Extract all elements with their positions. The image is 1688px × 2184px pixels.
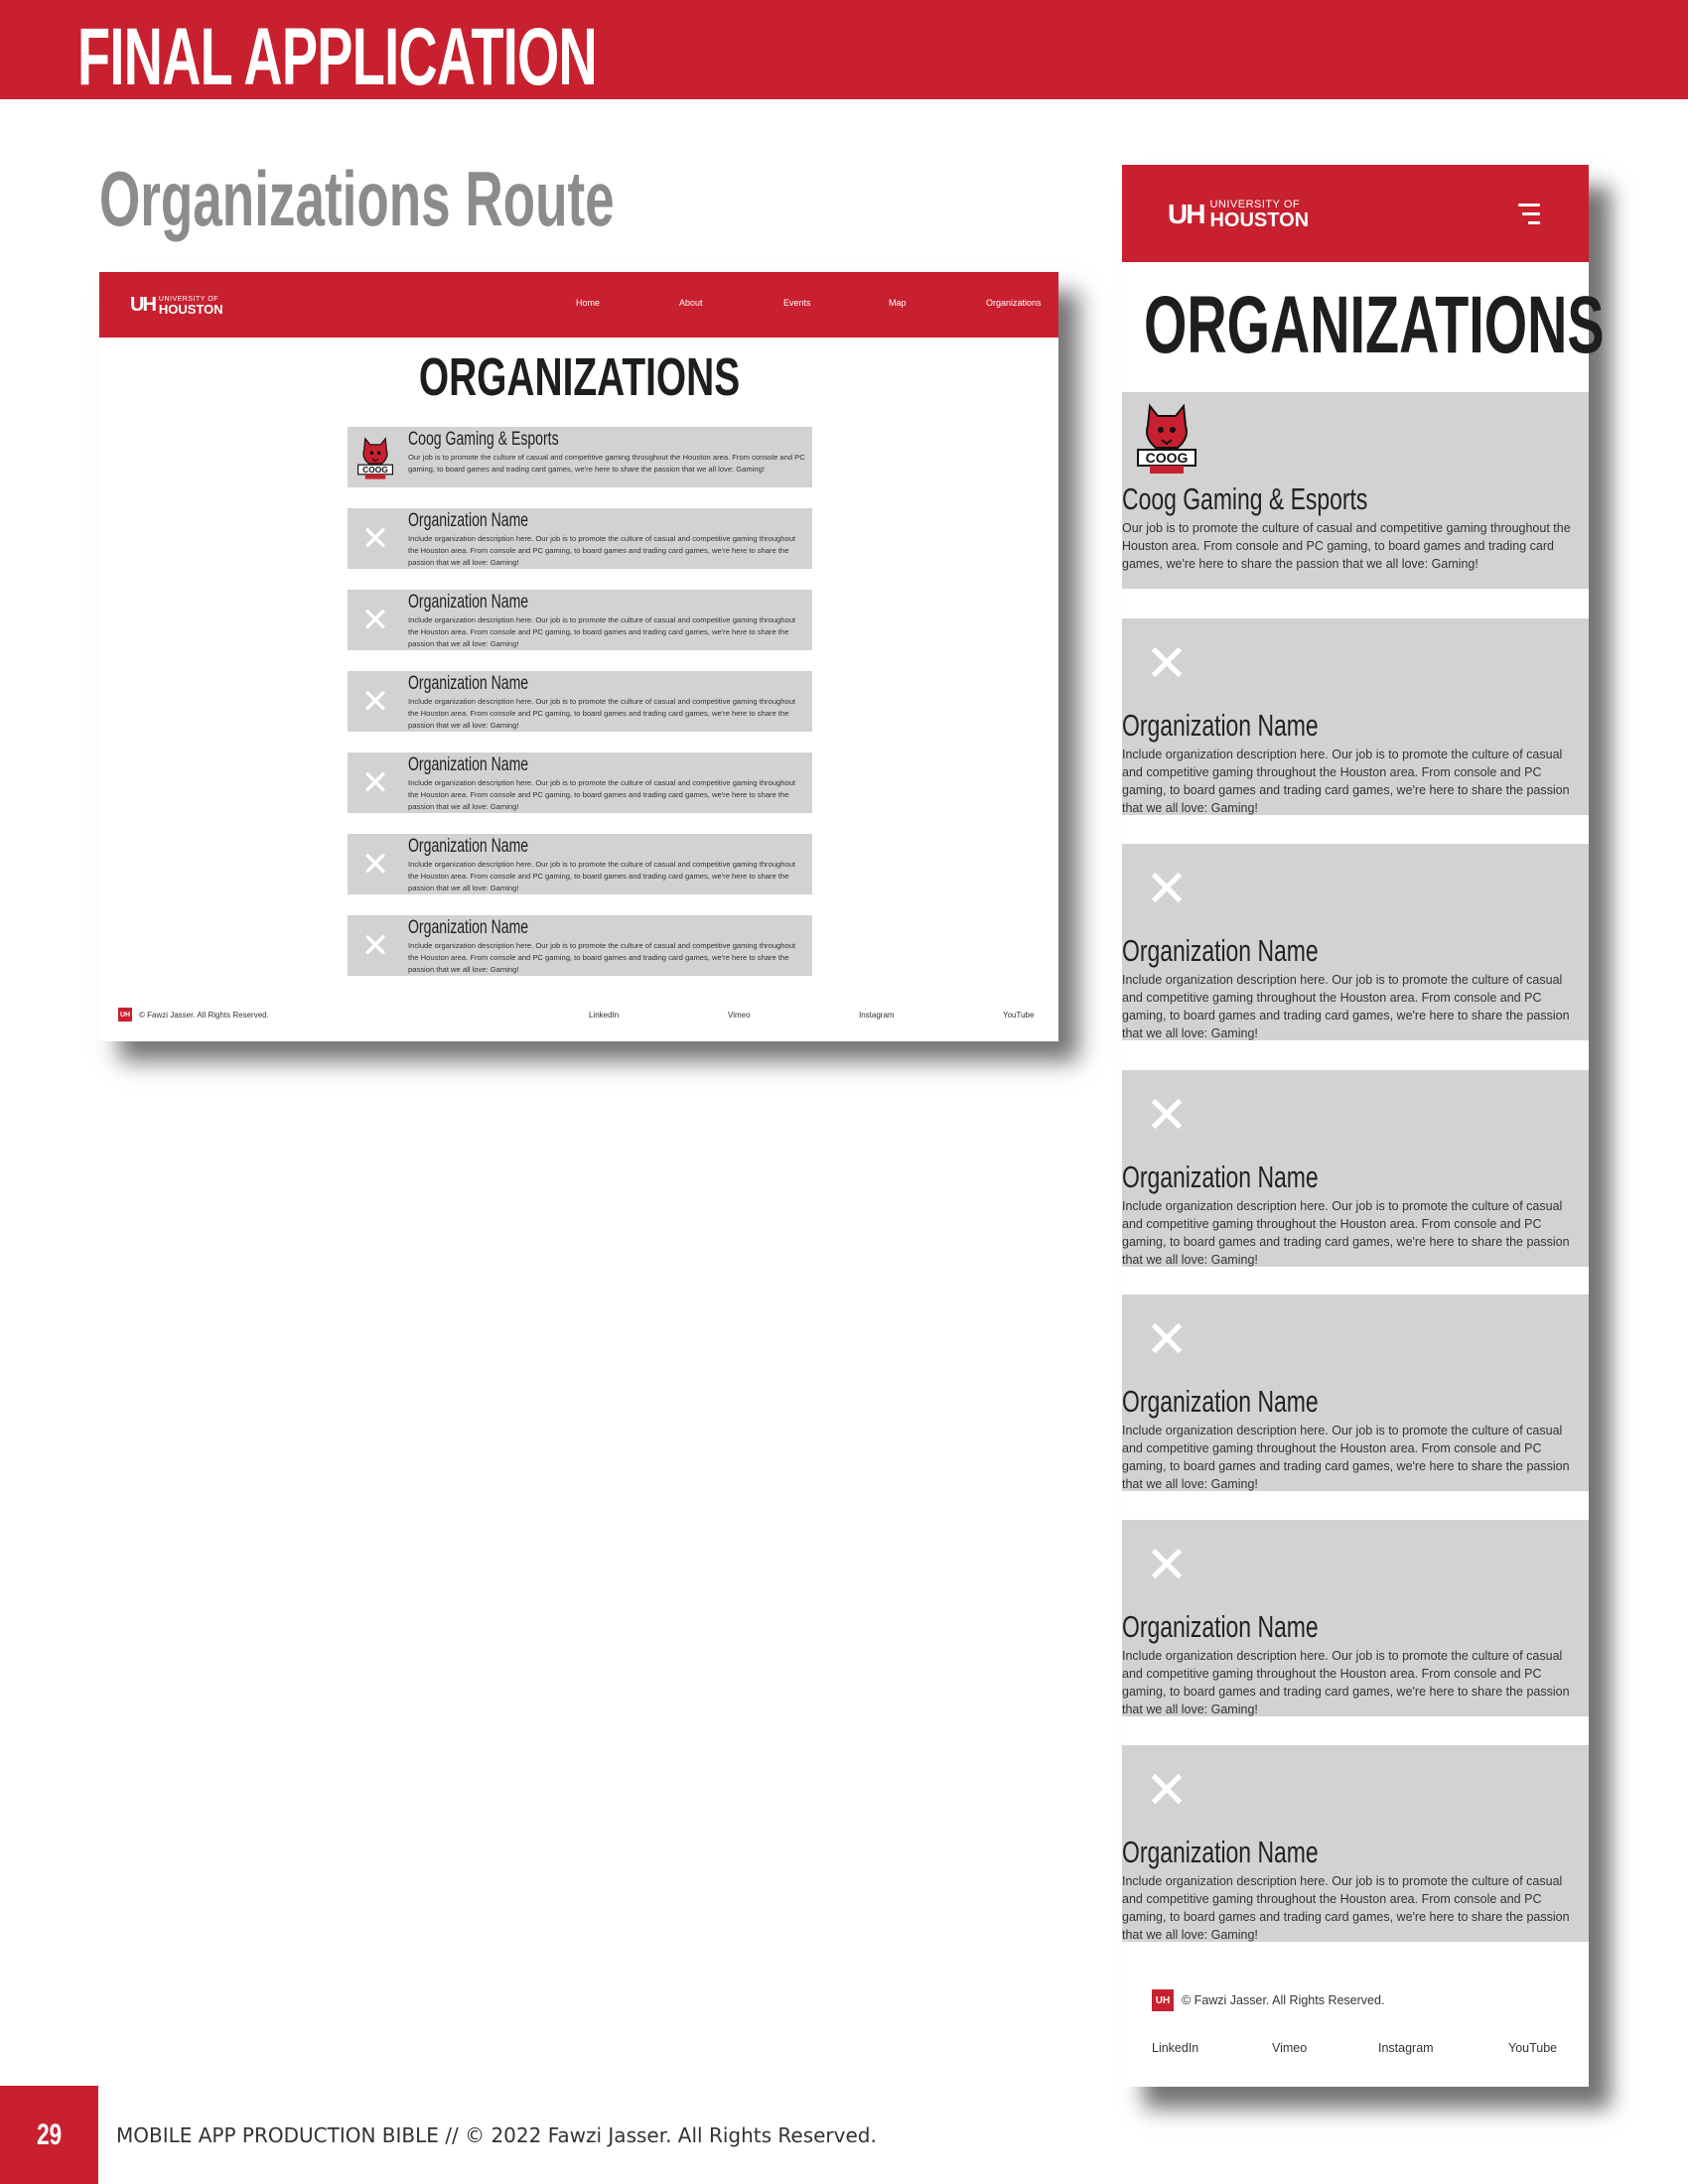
mobile-mockup [1122, 165, 1605, 2087]
desktop-mockup [99, 272, 1058, 1041]
org-description: Include organization description here. Our job is to promote the culture of casual and competitive gaming throughout the Houston area. From console and PC gaming, to board games and trading card games, we're here to share the passion that we all love: Gaming! [1122, 973, 1570, 1040]
org-description: Include organization description here. Our job is to promote the culture of casual and competitive gaming throughout the Houston area. From console and PC gaming, to board games and trading card games, we're here to share the passion that we all love: Gaming! [408, 941, 796, 974]
uh-logo[interactable] [1168, 199, 1309, 230]
cougar-logo-icon [1132, 398, 1201, 478]
org-card[interactable] [348, 915, 812, 976]
org-name: Organization Name [408, 836, 529, 857]
org-name: Organization Name [1122, 1609, 1319, 1644]
close-icon: ✕ [1145, 1762, 1189, 1820]
org-card[interactable] [348, 752, 812, 813]
page-number: 29 [36, 2117, 63, 2151]
org-description: Include organization description here. Our job is to promote the culture of casual and competitive gaming throughout the Houston area. From console and PC gaming, to board games and trading card games, we're here to share the passion that we all love: Gaming! [1122, 1199, 1570, 1267]
org-name: Organization Name [408, 754, 529, 775]
svg-text:COOG: COOG [1145, 450, 1189, 466]
org-name: Organization Name [408, 673, 529, 694]
org-card[interactable] [348, 508, 812, 569]
hamburger-menu-icon[interactable] [1516, 204, 1540, 227]
close-icon: ✕ [1145, 1311, 1189, 1369]
org-card[interactable] [1122, 844, 1589, 1040]
org-name: Coog Gaming & Esports [408, 429, 559, 450]
org-card[interactable] [1122, 1070, 1589, 1267]
mobile-page-title: ORGANIZATIONS [1144, 280, 1605, 370]
org-description: Include organization description here. Our job is to promote the culture of casual and competitive gaming throughout the Houston area. From console and PC gaming, to board games and trading card games, we're here to share the passion that we all love: Gaming! [408, 615, 796, 648]
close-icon: ✕ [360, 845, 390, 884]
desktop-navbar [99, 272, 1058, 338]
footer-link-linkedin[interactable]: LinkedIn [1152, 2041, 1199, 2055]
footer-copyright: © Fawzi Jasser. All Rights Reserved. [139, 1011, 269, 1020]
org-name: Coog Gaming & Esports [1122, 481, 1368, 516]
desktop-page-title: ORGANIZATIONS [418, 347, 740, 407]
footer-link-instagram[interactable]: Instagram [1378, 2041, 1434, 2055]
logo-small-text: UNIVERSITY OF [1209, 198, 1301, 210]
org-description: Include organization description here. Our job is to promote the culture of casual and competitive gaming throughout the Houston area. From console and PC gaming, to board games and trading card games, we're here to share the passion that we all love: Gaming! [1122, 1424, 1570, 1491]
close-icon: ✕ [360, 682, 390, 721]
uh-mark-icon: UH [1168, 199, 1204, 229]
uh-mark-icon: UH [130, 294, 155, 316]
org-name: Organization Name [408, 510, 529, 531]
org-card[interactable] [348, 590, 812, 650]
org-card[interactable] [1122, 1295, 1589, 1491]
org-name: Organization Name [408, 917, 529, 938]
nav-link-organizations[interactable]: Organizations [986, 298, 1042, 308]
close-icon: ✕ [360, 601, 390, 639]
org-card[interactable] [348, 834, 812, 894]
cougar-logo-icon [354, 430, 396, 484]
org-description: Include organization description here. Our job is to promote the culture of casual and competitive gaming throughout the Houston area. From console and PC gaming, to board games and trading card games, we're here to share the passion that we all love: Gaming! [408, 778, 796, 811]
org-name: Organization Name [1122, 1835, 1319, 1869]
banner-title: FINAL APPLICATION [77, 12, 597, 102]
nav-link-home[interactable]: Home [576, 298, 601, 308]
nav-link-about[interactable]: About [679, 298, 703, 308]
org-description: Include organization description here. Our job is to promote the culture of casual and competitive gaming throughout the Houston area. From console and PC gaming, to board games and trading card games, we're here to share the passion that we all love: Gaming! [1122, 1649, 1570, 1716]
org-name: Organization Name [1122, 1384, 1319, 1419]
nav-link-events[interactable]: Events [783, 298, 811, 308]
close-icon: ✕ [1145, 1087, 1189, 1145]
org-card[interactable] [1122, 1745, 1589, 1942]
page-number-box [0, 2086, 98, 2184]
footer-link-vimeo[interactable]: Vimeo [728, 1011, 751, 1020]
uh-footer-logo-icon: UH [118, 1008, 132, 1022]
section-title: Organizations Route [99, 155, 615, 242]
close-icon: ✕ [360, 519, 390, 558]
close-icon: ✕ [360, 763, 390, 802]
uh-logo[interactable] [130, 294, 223, 317]
page-footer-text: MOBILE APP PRODUCTION BIBLE // © 2022 Fawzi Jasser. All Rights Reserved. [116, 2123, 877, 2147]
org-description: Include organization description here. Our job is to promote the culture of casual and competitive gaming throughout the Houston area. From console and PC gaming, to board games and trading card games, we're here to share the passion that we all love: Gaming! [1122, 748, 1570, 815]
svg-text:COOG: COOG [362, 464, 388, 475]
org-name: Organization Name [1122, 1160, 1319, 1194]
footer-link-youtube[interactable]: YouTube [1508, 2041, 1558, 2055]
close-icon: ✕ [1145, 861, 1189, 918]
footer-link-linkedin[interactable]: LinkedIn [589, 1011, 620, 1020]
org-name: Organization Name [1122, 933, 1319, 968]
org-card[interactable] [1122, 392, 1589, 589]
org-description: Include organization description here. Our job is to promote the culture of casual and competitive gaming throughout the Houston area. From console and PC gaming, to board games and trading card games, we're here to share the passion that we all love: Gaming! [1122, 1874, 1570, 1942]
close-icon: ✕ [1145, 635, 1189, 693]
org-card[interactable] [348, 671, 812, 732]
logo-big-text: HOUSTON [1209, 208, 1310, 231]
org-description: Our job is to promote the culture of casual and competitive gaming throughout the Houston area. From console and PC gaming, to board games and trading card games, we're here to share the passion that we all love: Gaming! [408, 453, 805, 474]
logo-small-text: UNIVERSITY OF [158, 295, 218, 303]
org-description: Include organization description here. Our job is to promote the culture of casual and competitive gaming throughout the Houston area. From console and PC gaming, to board games and trading card games, we're here to share the passion that we all love: Gaming! [408, 534, 796, 567]
org-card[interactable] [348, 427, 812, 487]
footer-link-youtube[interactable]: YouTube [1003, 1011, 1035, 1020]
org-description: Include organization description here. Our job is to promote the culture of casual and competitive gaming throughout the Houston area. From console and PC gaming, to board games and trading card games, we're here to share the passion that we all love: Gaming! [408, 860, 796, 892]
footer-copyright: © Fawzi Jasser. All Rights Reserved. [1182, 1993, 1385, 2007]
mobile-navbar [1122, 165, 1589, 262]
top-banner [0, 0, 1688, 102]
logo-big-text: HOUSTON [158, 301, 223, 317]
org-card[interactable] [1122, 618, 1589, 815]
org-name: Organization Name [408, 592, 529, 613]
footer-link-vimeo[interactable]: Vimeo [1272, 2041, 1308, 2055]
org-description: Include organization description here. Our job is to promote the culture of casual and competitive gaming throughout the Houston area. From console and PC gaming, to board games and trading card games, we're here to share the passion that we all love: Gaming! [408, 697, 796, 730]
close-icon: ✕ [360, 926, 390, 965]
nav-link-map[interactable]: Map [889, 298, 907, 308]
org-name: Organization Name [1122, 708, 1319, 743]
close-icon: ✕ [1145, 1537, 1189, 1594]
footer-link-instagram[interactable]: Instagram [859, 1011, 895, 1020]
uh-footer-logo-icon: UH [1152, 1989, 1174, 2011]
org-card[interactable] [1122, 1520, 1589, 1716]
org-description: Our job is to promote the culture of casual and competitive gaming throughout the Houston area. From console and PC gaming, to board games and trading card games, we're here to share the passion that we all love: Gaming! [1122, 521, 1571, 571]
